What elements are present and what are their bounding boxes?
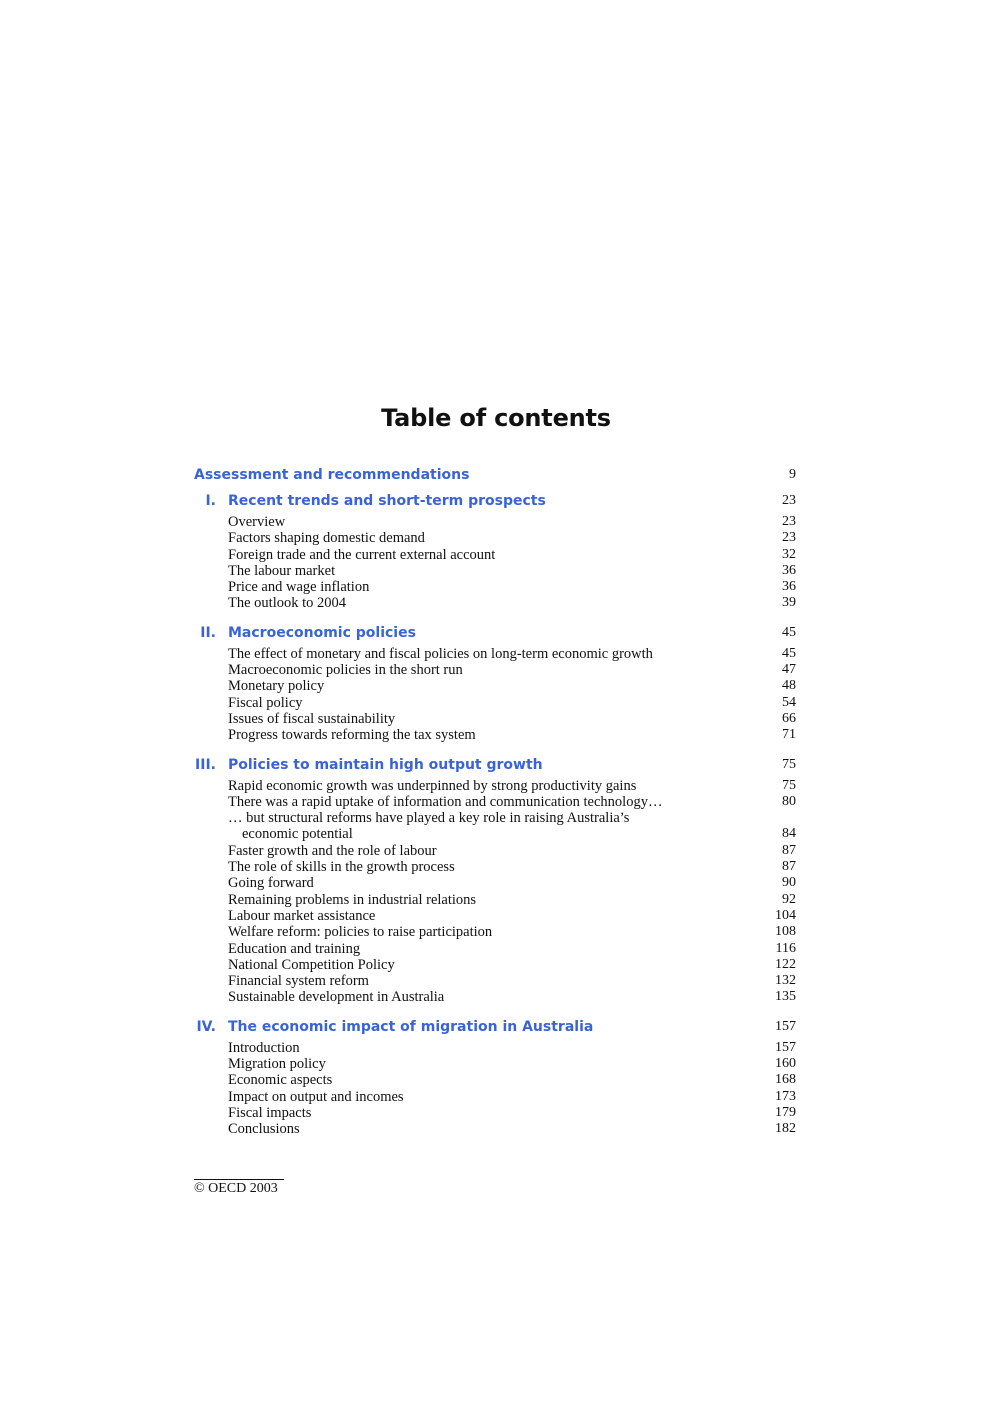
toc-entry-page: 135 xyxy=(775,989,796,1005)
copyright-footer: © OECD 2003 xyxy=(194,1181,278,1196)
toc-entry[interactable] xyxy=(194,973,796,989)
toc-entry-page: 157 xyxy=(775,1039,796,1055)
toc-entry-title: Financial system reform xyxy=(228,973,369,990)
toc-entry-title: The role of skills in the growth process xyxy=(228,859,455,876)
toc-entry-title: Fiscal policy xyxy=(228,694,303,711)
toc-entry[interactable] xyxy=(194,530,796,546)
toc-entry-title: National Competition Policy xyxy=(228,956,395,973)
toc-front-entry[interactable] xyxy=(194,463,796,487)
toc-chapter xyxy=(194,489,796,612)
toc-entry-title: The effect of monetary and fiscal policies on long-term economic growth xyxy=(228,645,653,662)
toc-entry-list xyxy=(194,646,796,744)
toc-entry[interactable] xyxy=(194,778,796,794)
toc-entry-title: Overview xyxy=(228,514,286,530)
toc-entry-title: Faster growth and the role of labour xyxy=(228,842,437,859)
toc-entry[interactable] xyxy=(194,595,796,611)
toc-entry-title: Fiscal impacts xyxy=(228,1104,312,1121)
toc-entry-page: 36 xyxy=(782,562,796,578)
toc-entry-page: 182 xyxy=(775,1121,796,1137)
toc-entry-title: Economic aspects xyxy=(228,1072,333,1089)
toc-front-page: 9 xyxy=(789,467,796,482)
toc-entry-page: 66 xyxy=(782,710,796,726)
toc-entry-page: 47 xyxy=(782,662,796,678)
chapter-number: III. xyxy=(195,756,216,773)
toc-entry-page: 104 xyxy=(775,907,796,923)
chapter-number: II. xyxy=(200,624,216,641)
toc-entry-page: 160 xyxy=(775,1056,796,1072)
chapter-page: 45 xyxy=(782,624,796,640)
toc-entry-title: There was a rapid uptake of information and communication technology… xyxy=(228,793,663,810)
chapter-title: The economic impact of migration in Australia xyxy=(228,1018,594,1035)
table-of-contents xyxy=(194,463,796,1147)
toc-entry-list xyxy=(194,514,796,612)
toc-entry-title-continued: economic potential xyxy=(242,826,353,843)
toc-entry[interactable] xyxy=(194,514,796,530)
chapter-title: Macroeconomic policies xyxy=(228,624,416,641)
toc-entry-title: Conclusions xyxy=(228,1121,300,1138)
toc-entry[interactable] xyxy=(194,908,796,924)
toc-entry[interactable] xyxy=(194,859,796,875)
toc-entry-page: 179 xyxy=(775,1104,796,1120)
toc-entry[interactable] xyxy=(194,892,796,908)
toc-entry[interactable] xyxy=(194,794,796,810)
toc-chapter xyxy=(194,1015,796,1138)
toc-entry-title: Labour market assistance xyxy=(228,907,376,924)
toc-entry-page: 90 xyxy=(782,875,796,891)
toc-entry-title: Sustainable development in Australia xyxy=(228,989,445,1006)
toc-entry-title: Price and wage inflation xyxy=(228,579,370,596)
toc-chapter-heading[interactable] xyxy=(194,1015,796,1039)
toc-entry-title: Macroeconomic policies in the short run xyxy=(228,662,463,679)
toc-entry[interactable] xyxy=(194,843,796,859)
toc-chapters xyxy=(194,489,796,1138)
toc-entry-page: 39 xyxy=(782,595,796,611)
toc-entry-page: 80 xyxy=(782,793,796,809)
toc-chapter xyxy=(194,753,796,1006)
toc-entry-page: 23 xyxy=(782,514,796,529)
toc-entry-list xyxy=(194,1040,796,1138)
toc-entry-title: The outlook to 2004 xyxy=(228,595,347,612)
toc-entry[interactable] xyxy=(194,711,796,727)
chapter-title: Policies to maintain high output growth xyxy=(228,756,543,773)
toc-entry-page: 87 xyxy=(782,842,796,858)
toc-entry[interactable] xyxy=(194,941,796,957)
toc-entry[interactable] xyxy=(194,924,796,940)
toc-chapter-heading[interactable] xyxy=(194,753,796,777)
toc-entry-page: 132 xyxy=(775,973,796,989)
toc-entry[interactable] xyxy=(194,957,796,973)
toc-entry[interactable] xyxy=(194,695,796,711)
toc-entry-title: Factors shaping domestic demand xyxy=(228,530,425,547)
toc-entry[interactable] xyxy=(194,810,796,843)
toc-entry-page: 108 xyxy=(775,924,796,940)
toc-entry-title: Introduction xyxy=(228,1039,300,1056)
toc-entry-page: 87 xyxy=(782,859,796,875)
toc-entry-page: 71 xyxy=(782,727,796,743)
toc-entry-page: 45 xyxy=(782,645,796,661)
toc-entry-page: 92 xyxy=(782,891,796,907)
chapter-page: 75 xyxy=(782,756,796,772)
toc-entry[interactable] xyxy=(194,1121,796,1137)
toc-entry-title: Rapid economic growth was underpinned by strong productivity gains xyxy=(228,777,637,794)
toc-entry[interactable] xyxy=(194,563,796,579)
toc-entry[interactable] xyxy=(194,1040,796,1056)
toc-entry[interactable] xyxy=(194,989,796,1005)
toc-entry[interactable] xyxy=(194,662,796,678)
chapter-number: I. xyxy=(205,493,216,509)
toc-entry-page: 23 xyxy=(782,530,796,546)
toc-entry-title: Remaining problems in industrial relations xyxy=(228,891,477,908)
toc-entry[interactable] xyxy=(194,1089,796,1105)
toc-entry-page: 116 xyxy=(775,940,796,956)
toc-entry[interactable] xyxy=(194,1056,796,1072)
toc-entry-page: 48 xyxy=(782,678,796,694)
toc-entry-title: Migration policy xyxy=(228,1056,326,1073)
toc-entry-page: 173 xyxy=(775,1088,796,1104)
toc-entry[interactable] xyxy=(194,579,796,595)
toc-entry[interactable] xyxy=(194,678,796,694)
toc-entry-page: 75 xyxy=(782,777,796,793)
toc-entry-page: 36 xyxy=(782,579,796,595)
toc-entry-title: Going forward xyxy=(228,875,314,892)
toc-front-label: Assessment and recommendations xyxy=(194,467,470,483)
toc-chapter-heading[interactable] xyxy=(194,489,796,513)
toc-entry-page: 122 xyxy=(775,956,796,972)
footer-rule xyxy=(194,1179,284,1180)
toc-entry-title: Education and training xyxy=(228,940,361,957)
toc-entry-title: The labour market xyxy=(228,562,336,579)
toc-entry-title: Progress towards reforming the tax system xyxy=(228,727,476,744)
toc-entry[interactable] xyxy=(194,1072,796,1088)
toc-entry-page: 84 xyxy=(782,826,796,842)
page-title: Table of contents xyxy=(381,404,611,432)
toc-entry-title: Foreign trade and the current external account xyxy=(228,546,496,563)
toc-entry[interactable] xyxy=(194,1105,796,1121)
toc-entry-title: Impact on output and incomes xyxy=(228,1088,404,1105)
chapter-title: Recent trends and short-term prospects xyxy=(228,493,546,509)
toc-entry-page: 168 xyxy=(775,1072,796,1088)
toc-entry[interactable] xyxy=(194,727,796,743)
toc-chapter-heading[interactable] xyxy=(194,621,796,645)
toc-entry-title: … but structural reforms have played a key role in raising Australia’s xyxy=(228,810,630,827)
toc-entry[interactable] xyxy=(194,875,796,891)
toc-entry-page: 32 xyxy=(782,546,796,562)
toc-chapter xyxy=(194,621,796,744)
chapter-page: 23 xyxy=(782,493,796,508)
toc-entry-title: Issues of fiscal sustainability xyxy=(228,710,396,727)
toc-entry-title: Monetary policy xyxy=(228,678,325,695)
toc-entry-page: 54 xyxy=(782,694,796,710)
toc-entry[interactable] xyxy=(194,646,796,662)
toc-entry-list xyxy=(194,778,796,1006)
toc-entry[interactable] xyxy=(194,547,796,563)
toc-entry-title: Welfare reform: policies to raise participation xyxy=(228,924,493,941)
chapter-page: 157 xyxy=(775,1018,796,1034)
chapter-number: IV. xyxy=(196,1018,216,1035)
